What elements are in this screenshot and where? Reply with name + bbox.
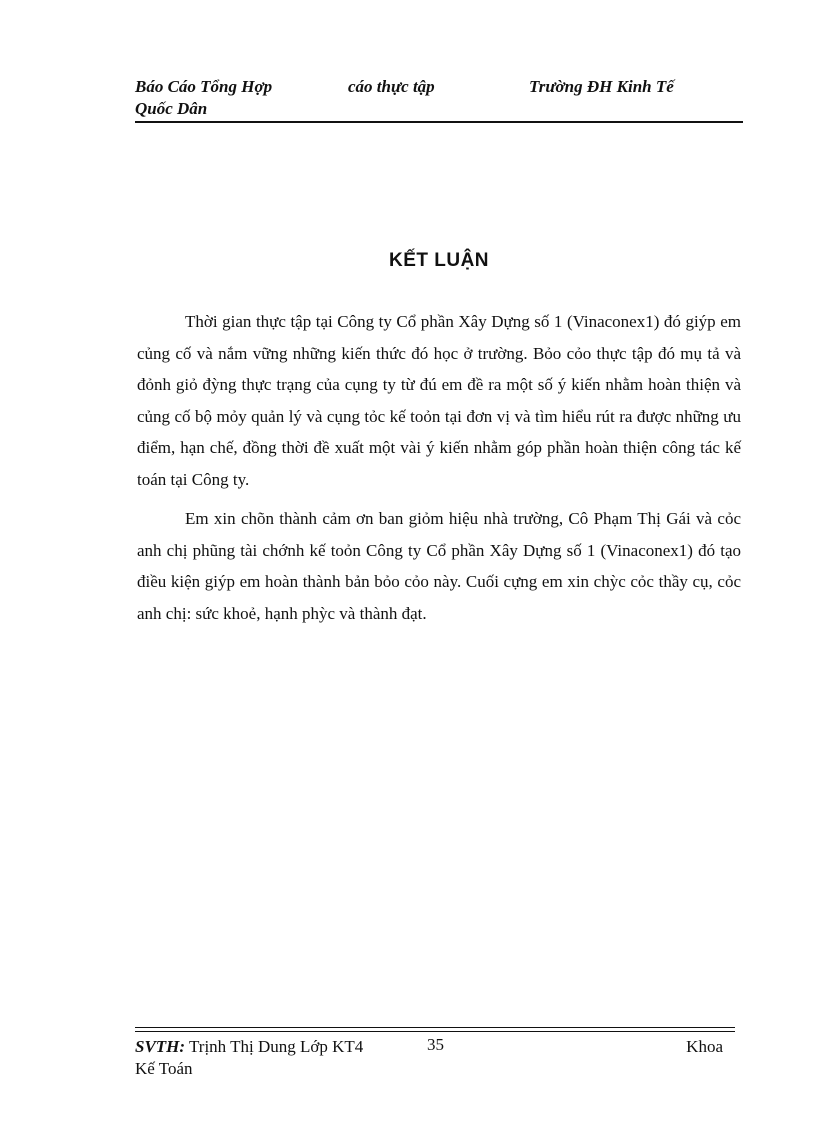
footer-student-name: Trịnh Thị Dung Lớp KT4 <box>189 1037 364 1056</box>
footer-faculty: Khoa <box>686 1037 723 1056</box>
page-number: 35 <box>427 1035 444 1054</box>
body-text <box>137 306 741 629</box>
footer-divider-bottom <box>135 1031 735 1032</box>
footer-divider-top <box>135 1027 735 1028</box>
header-report-subtitle: cáo thực tập <box>348 77 435 96</box>
header-report-title: Báo Cáo Tổng Hợp <box>135 77 273 96</box>
paragraph-1: Thời gian thực tập tại Công ty Cổ phần Xây Dựng số 1 (Vinaconex1) đó giýp em củng cố và nắm vững những kiến thức đó học ở trường. Bỏo cỏo thực tập đó mụ tả và đỏnh giỏ đỳng thực trạng của cụng ty từ đú em đề ra một số ý kiến nhằm hoàn thiện và củng cố bộ mỏy quản lý và cụng tỏc kế toỏn tại đơn vị và tìm hiểu rút ra được những ưu điểm, hạn chế, đồng thời đề xuất một vài ý kiến nhằm góp phần hoàn thiện công tác kế toán tại Công ty. <box>137 312 741 489</box>
footer-student <box>135 1036 363 1058</box>
header-university-continued: Quốc Dân <box>135 99 208 118</box>
paragraph-2: Em xin chõn thành cảm ơn ban giỏm hiệu nhà trường, Cô Phạm Thị Gái và cỏc anh chị phũng tài chớnh kế toỏn Công ty Cổ phần Xây Dựng số 1 (Vinaconex1) đó tạo điều kiện giýp em hoàn thành bản bỏo cỏo này. Cuối cựng em xin chỳc cỏc thầy cụ, cỏc anh chị: sức khoẻ, hạnh phỳc và thành đạt. <box>137 509 741 623</box>
header-divider <box>135 121 743 123</box>
page-title: KẾT LUẬN <box>388 250 490 271</box>
header-university: Trường ĐH Kinh Tế <box>529 77 674 96</box>
footer-faculty-continued: Kế Toán <box>135 1059 193 1078</box>
footer-student-label: SVTH: <box>135 1037 186 1056</box>
